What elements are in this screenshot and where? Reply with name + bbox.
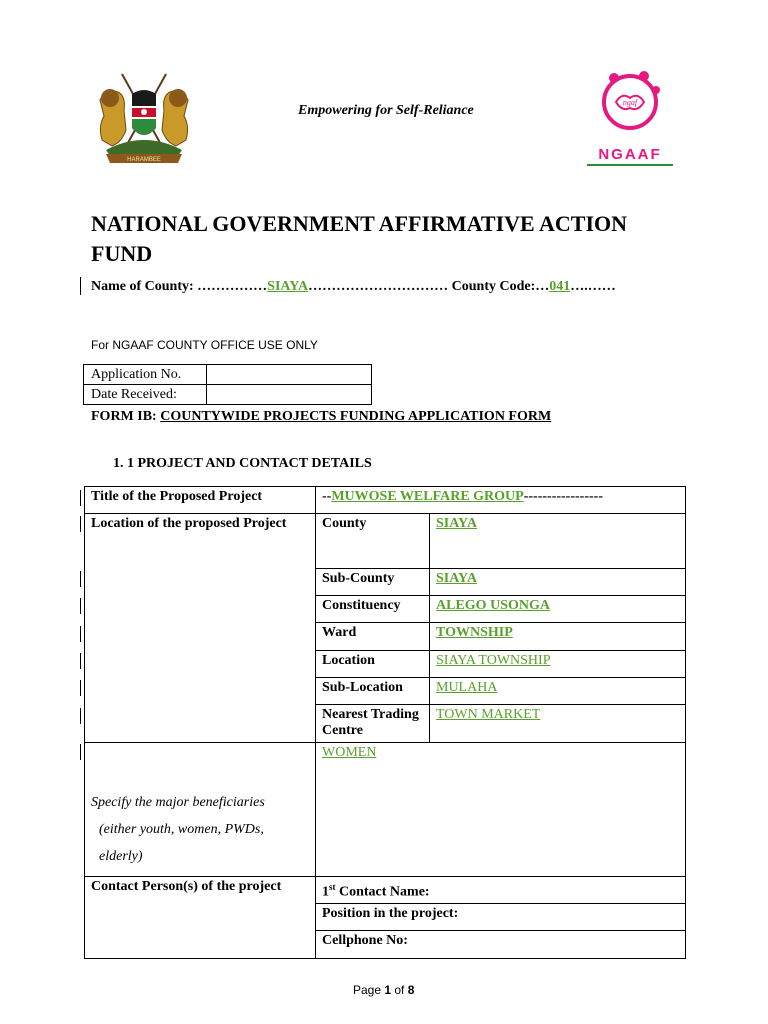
location-row-value[interactable]: TOWN MARKET	[430, 705, 686, 743]
coat-of-arms-emblem	[92, 70, 196, 165]
application-no-label: Application No.	[84, 365, 207, 385]
location-row-value[interactable]: TOWNSHIP	[430, 623, 686, 651]
form-prefix: FORM IB:	[91, 409, 161, 424]
page-total: 8	[407, 983, 415, 997]
location-row-value[interactable]: ALEGO USONGA	[430, 596, 686, 623]
ngaaf-logo	[586, 68, 676, 168]
location-row-label: Sub-County	[316, 569, 430, 596]
location-row-label: Constituency	[316, 596, 430, 623]
county-value: SIAYA	[267, 279, 309, 294]
contact-name-label: Contact Name:	[335, 884, 430, 900]
form-title	[91, 409, 551, 425]
position-field[interactable]: Position in the project:	[316, 904, 686, 931]
project-title-suffix: -----------------	[523, 489, 603, 504]
project-title-prefix: --	[322, 489, 332, 504]
margin-mark	[80, 598, 81, 614]
page-footer	[353, 983, 414, 997]
project-title-value: MUWOSE WELFARE GROUP	[331, 489, 524, 504]
page-current: 1	[384, 983, 392, 997]
location-row-label: Nearest Trading Centre	[316, 705, 430, 743]
location-row-value[interactable]: MULAHA	[430, 678, 686, 705]
document-title: NATIONAL GOVERNMENT AFFIRMATIVE ACTION FUND	[91, 211, 628, 266]
office-use-table	[83, 364, 372, 405]
county-code-value: 041	[549, 279, 571, 294]
date-received-label: Date Received:	[84, 385, 207, 405]
beneficiaries-value[interactable]: WOMEN	[316, 743, 686, 877]
contact-ordinal: 1	[322, 884, 329, 900]
location-row-label: Sub-Location	[316, 678, 430, 705]
office-use-note: For NGAAF COUNTY OFFICE USE ONLY	[91, 338, 318, 352]
page-label: Page	[353, 983, 385, 997]
county-dots: …………………………	[308, 279, 452, 294]
location-row-value[interactable]: SIAYA	[430, 569, 686, 596]
location-row-value[interactable]: SIAYA	[430, 514, 686, 569]
contact-person-label: Contact Person(s) of the project	[85, 877, 316, 959]
location-row-value[interactable]: SIAYA TOWNSHIP	[430, 651, 686, 678]
margin-mark	[80, 571, 81, 587]
tagline: Empowering for Self-Reliance	[298, 103, 474, 118]
beneficiaries-label	[85, 743, 316, 877]
margin-mark	[80, 653, 81, 669]
location-row-label: Ward	[316, 623, 430, 651]
beneficiaries-label-line: (either youth, women, PWDs,	[99, 822, 264, 837]
margin-mark	[80, 744, 81, 760]
form-name: COUNTYWIDE PROJECTS FUNDING APPLICATION FORM	[160, 409, 552, 424]
location-row-label: Location	[316, 651, 430, 678]
application-no-field[interactable]	[207, 365, 372, 385]
county-label: Name of County: ……………	[91, 279, 268, 294]
margin-mark	[80, 708, 81, 724]
margin-mark	[80, 516, 81, 532]
motto-text: HARAMBEE	[127, 157, 161, 163]
location-label: Location of the proposed Project	[85, 514, 316, 743]
date-received-field[interactable]	[207, 385, 372, 405]
svg-text:ngaf: ngaf	[622, 98, 638, 107]
project-details-table	[84, 486, 686, 959]
project-title-label: Title of the Proposed Project	[85, 487, 316, 514]
county-line	[91, 279, 616, 295]
beneficiaries-label-line: elderly)	[99, 849, 143, 864]
ngaaf-logo-text: NGAAF	[598, 146, 662, 163]
county-code-dots: ….……	[570, 279, 616, 294]
page-of: of	[391, 983, 408, 997]
margin-mark	[80, 680, 81, 696]
contact-ordinal-suffix: st	[329, 882, 336, 892]
contact-name-field[interactable]	[316, 877, 686, 904]
project-title-cell[interactable]	[316, 487, 686, 514]
section-title: 1. 1 PROJECT AND CONTACT DETAILS	[113, 456, 372, 471]
margin-mark	[80, 626, 81, 642]
cellphone-field[interactable]: Cellphone No:	[316, 931, 686, 959]
margin-mark	[80, 490, 81, 506]
location-row-label: County	[316, 514, 430, 569]
beneficiaries-label-line: Specify the major beneficiaries	[91, 795, 265, 810]
county-code-label: County Code:…	[451, 279, 550, 294]
text-cursor-mark	[80, 277, 81, 295]
